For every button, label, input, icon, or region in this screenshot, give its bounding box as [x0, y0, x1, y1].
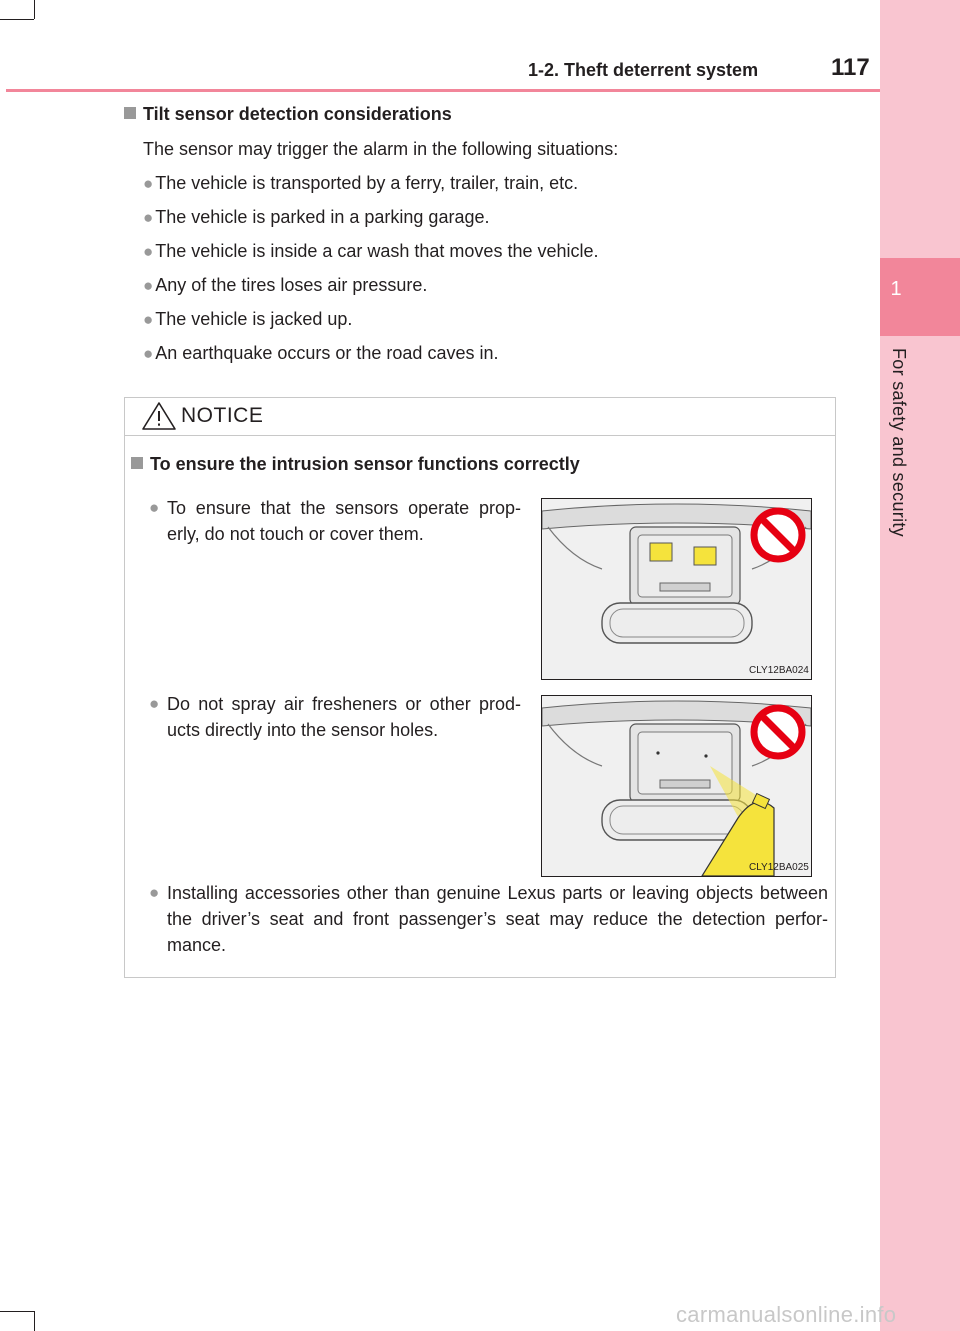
bullet-icon: ●	[143, 174, 154, 193]
spray-illustration	[541, 695, 812, 877]
bullet-icon: ●	[149, 883, 160, 902]
list-item	[143, 207, 489, 228]
list-item	[143, 241, 599, 262]
notice-item-line: the driver’s seat and front passenger’s seat may reduce the detection perfor-	[167, 909, 828, 929]
bullet-icon: ●	[143, 276, 154, 295]
bullet-icon: ●	[149, 694, 160, 713]
notice-label: NOTICE	[181, 404, 264, 427]
header-rule	[6, 89, 880, 92]
tilt-heading	[124, 104, 452, 125]
tilt-intro: The sensor may trigger the alarm in the following situations:	[143, 139, 619, 159]
list-item-text: The vehicle is inside a car wash that moves the vehicle.	[155, 241, 599, 261]
notice-item-line: mance.	[167, 935, 227, 955]
square-bullet-icon	[124, 107, 136, 119]
bullet-icon: ●	[143, 310, 154, 329]
watermark: carmanualsonline.info	[676, 1302, 897, 1327]
chapter-title: For safety and security	[889, 348, 909, 537]
sensor-illustration	[541, 498, 812, 680]
notice-divider	[124, 435, 836, 436]
list-item-text: An earthquake occurs or the road caves in.	[155, 343, 499, 363]
image-code: CLY12BA024	[749, 665, 809, 676]
bullet-icon: ●	[143, 344, 154, 363]
bullet-icon: ●	[149, 498, 160, 517]
list-item-text: The vehicle is parked in a parking garage.	[155, 207, 490, 227]
notice-item-line: Do not spray air fresheners or other prod-	[167, 694, 521, 714]
notice-item-line: To ensure that the sensors operate prop-	[167, 498, 521, 518]
crop-mark	[0, 1311, 34, 1312]
crop-mark	[34, 1311, 35, 1331]
list-item-text: The vehicle is transported by a ferry, trailer, train, etc.	[155, 173, 579, 193]
notice-item-line: Installing accessories other than genuine Lexus parts or leaving objects between	[167, 883, 828, 903]
notice-item	[149, 495, 521, 547]
list-item	[143, 173, 578, 194]
chapter-sidebar	[880, 0, 960, 1331]
list-item-text: Any of the tires loses air pressure.	[155, 275, 428, 295]
notice-item	[149, 691, 521, 743]
image-code: CLY12BA025	[749, 862, 809, 873]
chapter-number: 1	[890, 278, 902, 300]
tilt-heading-text: Tilt sensor detection considerations	[143, 104, 452, 124]
list-item	[143, 275, 427, 296]
square-bullet-icon	[131, 457, 143, 469]
notice-item	[149, 880, 828, 958]
notice-item-line: erly, do not touch or cover them.	[167, 524, 424, 544]
crop-mark	[0, 19, 34, 20]
list-item	[143, 309, 352, 330]
warning-icon	[141, 401, 177, 431]
notice-item-line: ucts directly into the sensor holes.	[167, 720, 439, 740]
page-number: 117	[831, 54, 870, 81]
bullet-icon: ●	[143, 242, 154, 261]
bullet-icon: ●	[143, 208, 154, 227]
list-item	[143, 343, 498, 364]
section-title: 1-2. Theft deterrent system	[528, 60, 759, 80]
list-item-text: The vehicle is jacked up.	[155, 309, 353, 329]
notice-subheading	[131, 454, 580, 475]
notice-subheading-text: To ensure the intrusion sensor functions correctly	[150, 454, 580, 474]
crop-mark	[34, 0, 35, 19]
